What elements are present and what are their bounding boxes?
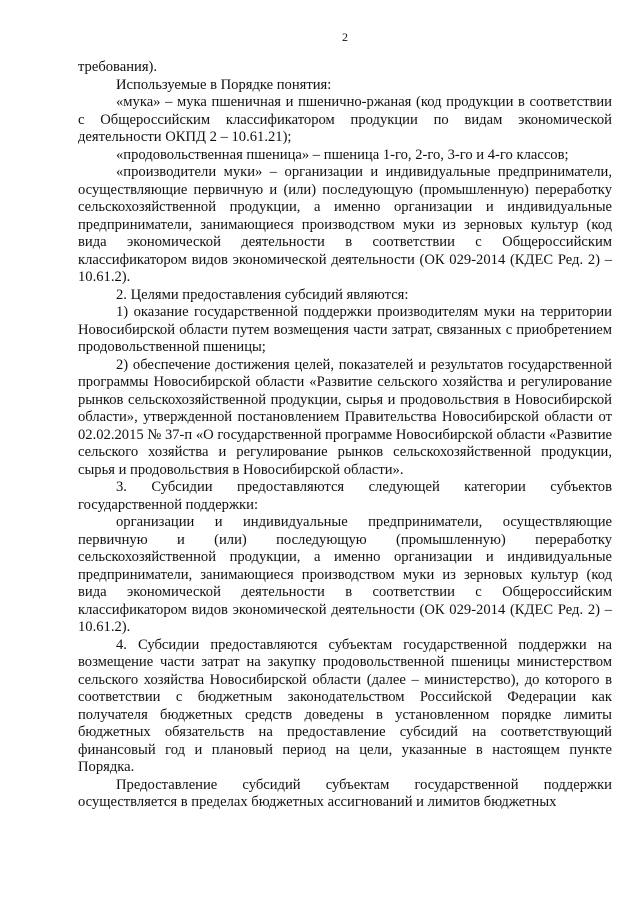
paragraph-section-3-categories: 3. Субсидии предоставляются следующей категории субъектов государственной поддержки: [78,479,612,513]
paragraph-requirements-end: требования). [78,59,158,75]
paragraph-section-4-subsidies: 4. Субсидии предоставляются субъектам государственной поддержки на возмещение части затрат на закупку продовольственной пшеницы министерством сельского хозяйства Новосибирской области (далее – министерство), до которого в соответствии с бюджетным законодательством Российской Федерации как получателя бюджетных средств доведены в установленном порядке лимиты бюджетных обязательств на предоставление субсидий на соответствующий финансовый год и плановый период на цели, указанные в настоящем пункте Порядка. [78,636,612,775]
paragraph-subsidy-provision: Предоставление субсидий субъектам государственной поддержки осуществляется в пределах бюджетных ассигнований и лимитов бюджетных [78,776,612,810]
page-number: 2 [342,30,348,44]
paragraph-definition-wheat: «продовольственная пшеница» – пшеница 1-го, 2-го, 3-го и 4-го классов; [116,146,569,163]
paragraph-definition-producers: «производители муки» – организации и индивидуальные предприниматели, осуществляющие первичную и (или) последующую (промышленную) переработку сельскохозяйственной продукции, а именно организации и индивидуальные предприниматели, занимающиеся производством муки из зерновых культур (код вида экономической деятельности в соответствии с Общероссийским классификатором видов экономической деятельности (ОК 029-2014 (КДЕС Ред. 2) – 10.61.2). [78,164,612,285]
paragraph-goal-2: 2) обеспечение достижения целей, показателей и результатов государственной программы Новосибирской области «Развитие сельского хозяйства и регулирование рынков сельскохозяйственной продукции, сырья и продовольствия в Новосибирской области», утвержденной постановлением Правительства Новосибирской области от 02.02.2015 № 37-п «О государственной программе Новосибирской области «Развитие сельского хозяйства и регулирование рынков сельскохозяйственной продукции, сырья и продовольствия в Новосибирской области». [78,356,612,478]
paragraph-goal-1: 1) оказание государственной поддержки производителям муки на территории Новосибирской области путем возмещения части затрат, связанных с приобретением продовольственной пшеницы; [78,304,612,355]
paragraph-section-2-goals: 2. Целями предоставления субсидий являются: [116,286,409,303]
paragraph-category-description: организации и индивидуальные предприниматели, осуществляющие первичную и (или) последующую (промышленную) переработку сельскохозяйственной продукции, а именно организации и индивидуальные предприниматели, занимающиеся производством муки из зерновых культур (код вида экономической деятельности в соответствии с Общероссийским классификатором видов экономической деятельности (ОК 029-2014 (КДЕС Ред. 2) – 10.61.2). [78,514,612,635]
paragraph-concepts-intro: Используемые в Порядке понятия: [116,76,332,93]
paragraph-definition-flour: «мука» – мука пшеничная и пшенично-ржаная (код продукции в соответствии с Общероссийским классификатором продукции по видам экономической деятельности ОКПД 2 – 10.61.21); [78,94,612,145]
